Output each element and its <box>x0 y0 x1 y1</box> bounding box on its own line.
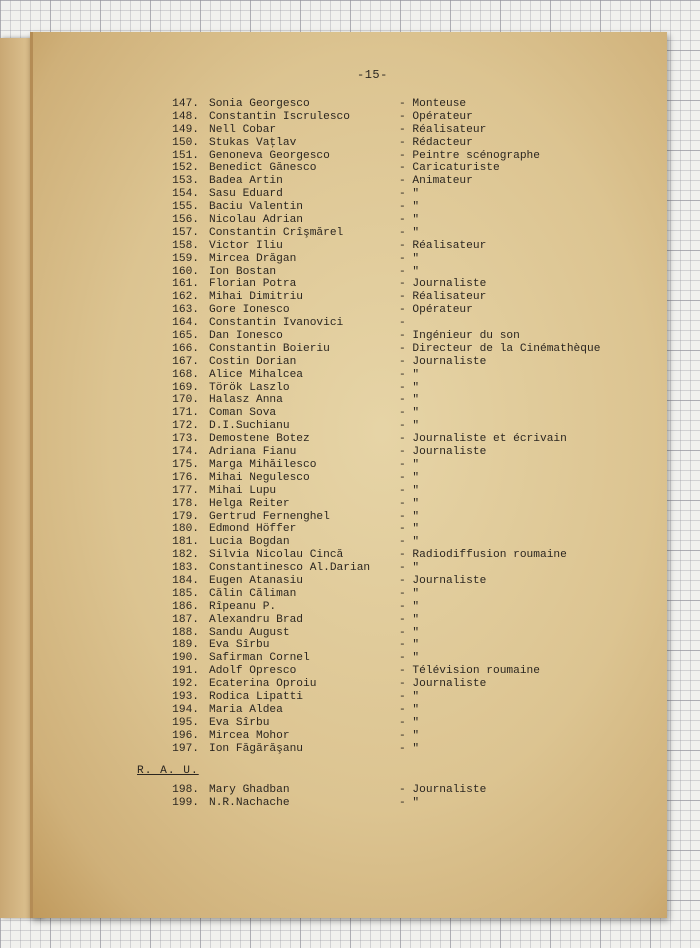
entry-number: 190. <box>172 652 199 665</box>
list-item <box>33 511 667 524</box>
list-item <box>33 575 667 588</box>
entry-name: D.I.Suchianu <box>209 420 290 433</box>
entry-name: Helga Reiter <box>209 497 290 510</box>
entry-name: Ion Făgărăşanu <box>209 742 303 755</box>
list-item <box>33 678 667 691</box>
entry-role: - Journaliste <box>399 678 487 691</box>
entry-name: Török Laszlo <box>209 381 290 394</box>
entry-name: Ecaterina Oproiu <box>209 678 317 691</box>
entry-number: 166. <box>172 342 199 355</box>
list-item <box>33 330 667 343</box>
entry-name: N.R.Nachache <box>209 796 290 809</box>
entry-number: 164. <box>172 317 199 330</box>
entry-number: 159. <box>172 252 199 265</box>
entry-number: 181. <box>172 536 199 549</box>
list-item <box>33 253 667 266</box>
section-heading-rau: R. A. U. <box>137 765 199 777</box>
list-item <box>33 459 667 472</box>
list-item <box>33 266 667 279</box>
list-item <box>33 162 667 175</box>
entry-role: - Peintre scénographe <box>399 149 540 162</box>
list-item <box>33 562 667 575</box>
entry-name: Constantin Iscrulesco <box>209 110 350 123</box>
entry-role: - Rédacteur <box>399 136 473 149</box>
list-item <box>33 356 667 369</box>
entry-role: - " <box>399 600 420 613</box>
entry-name: Baciu Valentin <box>209 201 303 214</box>
entry-role: - Opérateur <box>399 110 473 123</box>
entry-number: 186. <box>172 600 199 613</box>
entry-role: - " <box>399 716 420 729</box>
entry-number: 187. <box>172 613 199 626</box>
entry-name: Silvia Nicolau Cincă <box>209 549 344 562</box>
entry-role: - " <box>399 201 420 214</box>
list-item <box>33 111 667 124</box>
entry-number: 155. <box>172 201 199 214</box>
entry-role: - " <box>399 613 420 626</box>
entry-name: Mihai Negulesco <box>209 471 310 484</box>
entry-number: 191. <box>172 665 199 678</box>
entry-role: - Journaliste <box>399 784 487 796</box>
entry-number: 169. <box>172 381 199 394</box>
entry-role: - " <box>399 523 420 536</box>
entry-name: Victor Iliu <box>209 239 283 252</box>
entry-role: - " <box>399 188 420 201</box>
entry-name: Călin Căliman <box>209 587 297 600</box>
entry-number: 162. <box>172 291 199 304</box>
participant-list-rau <box>33 784 667 810</box>
list-item <box>33 304 667 317</box>
entry-number: 148. <box>172 110 199 123</box>
list-item <box>33 317 667 330</box>
entry-number: 179. <box>172 510 199 523</box>
list-item <box>33 407 667 420</box>
entry-number: 172. <box>172 420 199 433</box>
list-item <box>33 175 667 188</box>
entry-number: 174. <box>172 446 199 459</box>
entry-role: - " <box>399 690 420 703</box>
entry-name: Constantinesco Al.Darian <box>209 562 371 575</box>
list-item <box>33 394 667 407</box>
entry-role: - Caricaturiste <box>399 162 500 175</box>
entry-role: - " <box>399 407 420 420</box>
entry-role: - Journaliste <box>399 278 487 291</box>
list-item <box>33 382 667 395</box>
entry-role: - Directeur de la Cinémathèque <box>399 342 601 355</box>
entry-role: - Radiodiffusion roumaine <box>399 549 567 562</box>
entry-number: 173. <box>172 433 199 446</box>
entry-number: 195. <box>172 716 199 729</box>
entry-number: 183. <box>172 562 199 575</box>
entry-name: Gertrud Fernenghel <box>209 510 330 523</box>
entry-number: 167. <box>172 355 199 368</box>
entry-role: - " <box>399 497 420 510</box>
entry-number: 150. <box>172 136 199 149</box>
list-item <box>33 369 667 382</box>
entry-name: Eugen Atanasiu <box>209 574 303 587</box>
entry-number: 199. <box>172 796 199 809</box>
entry-name: Rîpeanu P. <box>209 600 277 613</box>
entry-number: 154. <box>172 188 199 201</box>
entry-number: 185. <box>172 587 199 600</box>
entry-name: Nicolau Adrian <box>209 214 303 227</box>
entry-role: - Animateur <box>399 175 473 188</box>
entry-number: 158. <box>172 239 199 252</box>
list-item <box>33 485 667 498</box>
entry-name: Genoneva Georgesco <box>209 149 330 162</box>
entry-number: 147. <box>172 98 199 110</box>
entry-number: 184. <box>172 574 199 587</box>
entry-name: Gore Ionesco <box>209 304 290 317</box>
list-item <box>33 291 667 304</box>
entry-role: - Journaliste et écrivain <box>399 433 567 446</box>
entry-name: Rodica Lipatti <box>209 690 303 703</box>
list-item <box>33 614 667 627</box>
entry-name: Constantin Crîşmărel <box>209 226 344 239</box>
list-item <box>33 639 667 652</box>
list-item <box>33 420 667 433</box>
list-item <box>33 784 667 797</box>
entry-number: 163. <box>172 304 199 317</box>
entry-role: - " <box>399 265 420 278</box>
entry-role: - Réalisateur <box>399 291 487 304</box>
entry-role: - " <box>399 420 420 433</box>
entry-name: Adriana Fianu <box>209 446 297 459</box>
entry-number: 198. <box>172 784 199 796</box>
list-item <box>33 743 667 756</box>
list-item <box>33 472 667 485</box>
entry-role: - " <box>399 381 420 394</box>
document-page <box>30 32 667 918</box>
entry-name: Badea Artin <box>209 175 283 188</box>
entry-role: - " <box>399 252 420 265</box>
participant-list <box>33 98 667 755</box>
entry-number: 160. <box>172 265 199 278</box>
entry-name: Florian Potra <box>209 278 297 291</box>
entry-name: Lucia Bogdan <box>209 536 290 549</box>
entry-role: - " <box>399 368 420 381</box>
entry-name: Adolf Opresco <box>209 665 297 678</box>
entry-name: Safirman Cornel <box>209 652 310 665</box>
entry-role: - " <box>399 587 420 600</box>
list-item <box>33 433 667 446</box>
list-item <box>33 652 667 665</box>
entry-name: Eva Sîrbu <box>209 716 270 729</box>
entry-name: Constantin Boieriu <box>209 342 330 355</box>
entry-name: Stukas Vaţlav <box>209 136 297 149</box>
entry-name: Sonia Georgesco <box>209 98 310 110</box>
entry-name: Sandu August <box>209 626 290 639</box>
list-item <box>33 730 667 743</box>
entry-name: Costin Dorian <box>209 355 297 368</box>
entry-number: 176. <box>172 471 199 484</box>
entry-role: - " <box>399 729 420 742</box>
entry-name: Constantin Ivanovici <box>209 317 344 330</box>
list-item <box>33 691 667 704</box>
entry-name: Halasz Anna <box>209 394 283 407</box>
entry-role: - " <box>399 214 420 227</box>
entry-number: 170. <box>172 394 199 407</box>
entry-number: 156. <box>172 214 199 227</box>
entry-name: Mary Ghadban <box>209 784 290 796</box>
entry-role: - Réalisateur <box>399 123 487 136</box>
entry-number: 177. <box>172 484 199 497</box>
list-item <box>33 150 667 163</box>
list-item <box>33 201 667 214</box>
entry-name: Benedict Gănesco <box>209 162 317 175</box>
entry-name: Ion Bostan <box>209 265 277 278</box>
list-item <box>33 124 667 137</box>
entry-number: 180. <box>172 523 199 536</box>
entry-role: - " <box>399 796 420 809</box>
page-number: -15- <box>357 68 388 82</box>
entry-number: 196. <box>172 729 199 742</box>
entry-role: - " <box>399 652 420 665</box>
entry-number: 152. <box>172 162 199 175</box>
entry-role: - " <box>399 226 420 239</box>
entry-role: - Journaliste <box>399 574 487 587</box>
list-item <box>33 137 667 150</box>
entry-number: 149. <box>172 123 199 136</box>
list-item <box>33 588 667 601</box>
entry-role: - " <box>399 536 420 549</box>
entry-name: Mircea Mohor <box>209 729 290 742</box>
entry-number: 165. <box>172 330 199 343</box>
entry-role: - " <box>399 742 420 755</box>
entry-number: 151. <box>172 149 199 162</box>
list-item <box>33 536 667 549</box>
list-item <box>33 627 667 640</box>
entry-number: 188. <box>172 626 199 639</box>
entry-role: - Journaliste <box>399 355 487 368</box>
entry-number: 182. <box>172 549 199 562</box>
entry-number: 192. <box>172 678 199 691</box>
entry-number: 194. <box>172 703 199 716</box>
list-item <box>33 665 667 678</box>
entry-role: - " <box>399 484 420 497</box>
entry-role: - Monteuse <box>399 98 467 110</box>
entry-number: 178. <box>172 497 199 510</box>
entry-name: Coman Sova <box>209 407 277 420</box>
list-item <box>33 797 667 810</box>
entry-name: Maria Aldea <box>209 703 283 716</box>
list-item <box>33 214 667 227</box>
entry-name: Dan Ionesco <box>209 330 283 343</box>
entry-number: 168. <box>172 368 199 381</box>
entry-name: Mircea Drăgan <box>209 252 297 265</box>
entry-name: Nell Cobar <box>209 123 277 136</box>
entry-role: - " <box>399 703 420 716</box>
entry-role: - " <box>399 458 420 471</box>
entry-role: - Opérateur <box>399 304 473 317</box>
list-item <box>33 446 667 459</box>
entry-role: - Télévision roumaine <box>399 665 540 678</box>
list-item <box>33 717 667 730</box>
entry-role: - " <box>399 510 420 523</box>
entry-role: - Ingénieur du son <box>399 330 520 343</box>
entry-role: - <box>399 317 406 330</box>
list-item <box>33 227 667 240</box>
entry-role: - " <box>399 471 420 484</box>
list-item <box>33 704 667 717</box>
entry-name: Demostene Botez <box>209 433 310 446</box>
entry-name: Alice Mihalcea <box>209 368 303 381</box>
entry-name: Edmond Höffer <box>209 523 297 536</box>
entry-name: Alexandru Brad <box>209 613 303 626</box>
list-item <box>33 343 667 356</box>
entry-number: 157. <box>172 226 199 239</box>
list-item <box>33 601 667 614</box>
entry-role: - Journaliste <box>399 446 487 459</box>
entry-number: 161. <box>172 278 199 291</box>
entry-name: Mihai Lupu <box>209 484 277 497</box>
list-item <box>33 498 667 511</box>
list-item <box>33 523 667 536</box>
entry-name: Eva Sîrbu <box>209 639 270 652</box>
entry-role: - " <box>399 394 420 407</box>
entry-role: - " <box>399 639 420 652</box>
list-item <box>33 240 667 253</box>
entry-name: Mihai Dimitriu <box>209 291 303 304</box>
entry-role: - " <box>399 626 420 639</box>
list-item <box>33 549 667 562</box>
entry-number: 175. <box>172 458 199 471</box>
list-item <box>33 278 667 291</box>
entry-name: Marga Mihăilesco <box>209 458 317 471</box>
entry-number: 197. <box>172 742 199 755</box>
entry-number: 153. <box>172 175 199 188</box>
entry-role: - Réalisateur <box>399 239 487 252</box>
entry-number: 193. <box>172 690 199 703</box>
entry-number: 171. <box>172 407 199 420</box>
list-item <box>33 188 667 201</box>
entry-name: Sasu Eduard <box>209 188 283 201</box>
list-item <box>33 98 667 111</box>
entry-role: - " <box>399 562 420 575</box>
entry-number: 189. <box>172 639 199 652</box>
